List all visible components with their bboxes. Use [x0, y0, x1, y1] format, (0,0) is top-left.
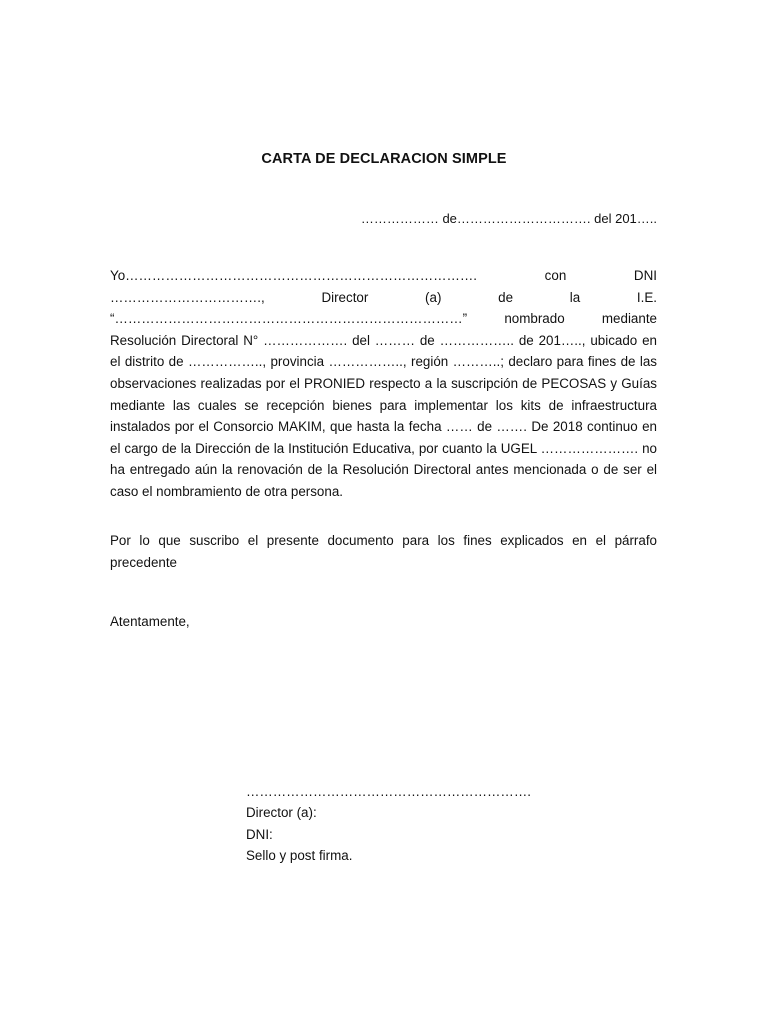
purpose-paragraph: Por lo que suscribo el presente documento para los fines explicados en el párrafo precedente — [110, 533, 657, 570]
signature-dni: DNI: — [246, 826, 273, 842]
signature-seal: Sello y post firma. — [246, 848, 353, 864]
document-title: CARTA DE DECLARACION SIMPLE — [261, 151, 507, 167]
signature-block — [246, 781, 531, 867]
date-line: ……………… de…………………………. del 201….. — [360, 211, 657, 226]
signature-line: ………………………………………………………. — [246, 784, 531, 799]
closing-text: Atentamente, — [110, 614, 190, 629]
signature-role: Director (a): — [246, 805, 317, 821]
declaration-paragraph: Yo……………………………………………………………………. con DNI ……………………………., Director (a) de la I.E. “……………………………………………………………………” nombrado mediante Resolución Directoral N° ………………. del ……… de …………….. de 201….., ubicado en el distrito de …………….., provincia …………….., región ………..; declaro para fines de las observaciones realizadas por el PRONIED respecto a la suscripción de PECOSAS y Guías mediante las cuales se recepción bienes para implementar los kits de infraestructura instalados por el Consorcio MAKIM, que hasta la fecha …… de ……. De 2018 continuo en el cargo de la Dirección de la Institución Educativa, por cuanto la UGEL …………………. no ha entregado aún la renovación de la Resolución Directoral antes mencionada o de ser el caso el nombramiento de otra persona. — [110, 268, 657, 499]
